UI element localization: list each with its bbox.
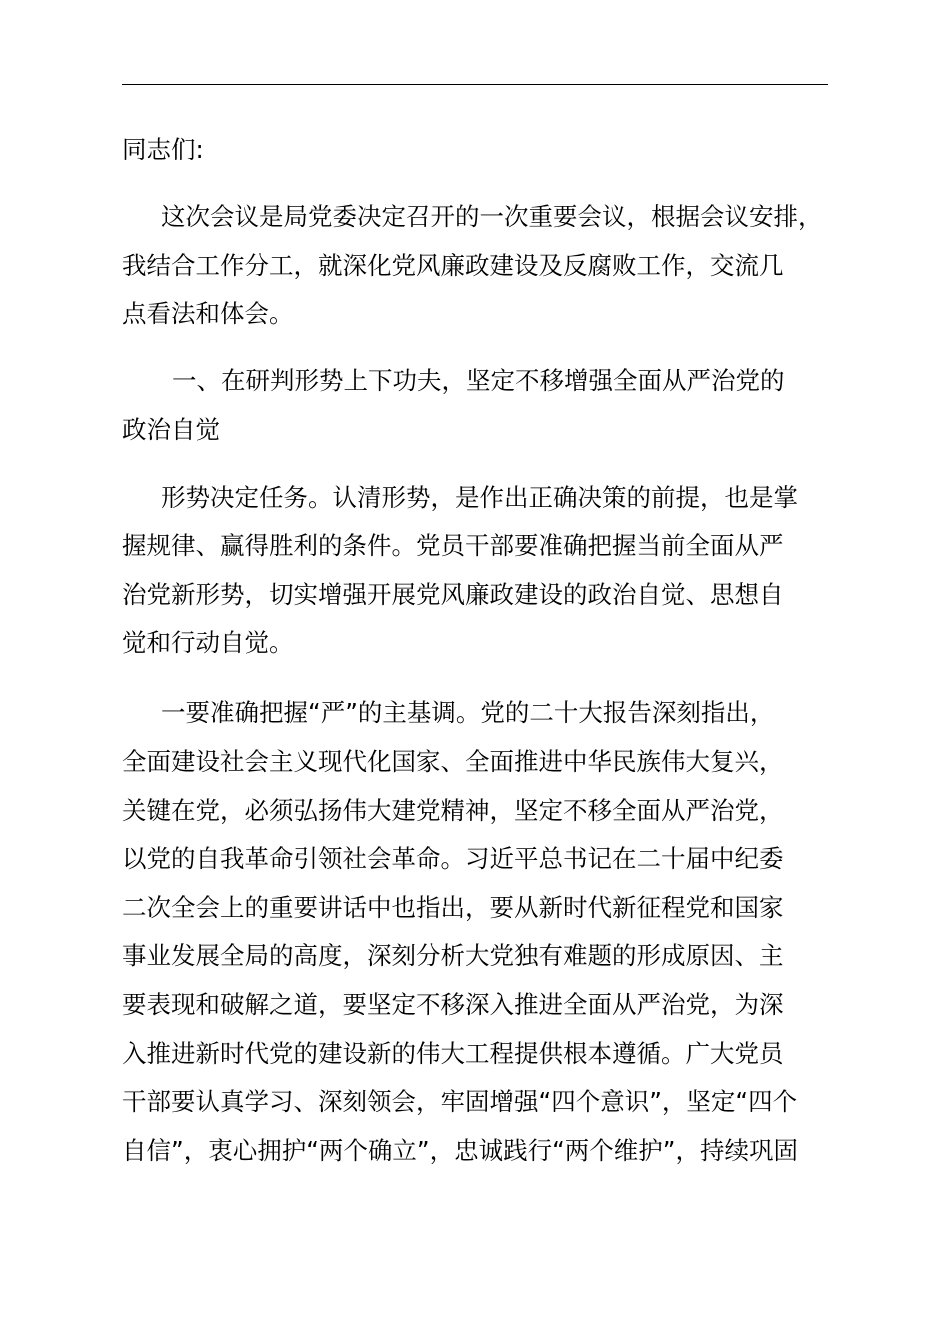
paragraph-3-line-1: 形势决定任务。认清形势，是作出正确决策的前提，也是掌 [161,483,798,512]
section-heading-line-1: 一、在研判形势上下功夫，坚定不移增强全面从严治党的 [172,366,785,395]
paragraph-4-line-7: 要表现和破解之道，要坚定不移深入推进全面从严治党，为深 [122,990,784,1019]
paragraph-4-line-3: 关键在党，必须弘扬伟大建党精神，坚定不移全面从严治党， [122,796,784,825]
paragraph-4-line-5: 二次全会上的重要讲话中也指出，要从新时代新征程党和国家 [122,893,784,922]
paragraph-4-line-9: 干部要认真学习、深刻领会，牢固增强“四个意识”，坚定“四个 [122,1087,798,1116]
paragraph-4-line-8: 入推进新时代党的建设新的伟大工程提供根本遵循。广大党员 [122,1039,784,1068]
paragraph-1-line-1: 这次会议是局党委决定召开的一次重要会议，根据会议安排， [161,202,823,231]
paragraph-1-line-2: 我结合工作分工，就深化党风廉政建设及反腐败工作，交流几 [122,251,784,280]
paragraph-3-line-3: 治党新形势，切实增强开展党风廉政建设的政治自觉、思想自 [122,580,784,609]
paragraph-4-line-2: 全面建设社会主义现代化国家、全面推进中华民族伟大复兴， [122,747,784,776]
paragraph-3-line-2: 握规律、赢得胜利的条件。党员干部要准确把握当前全面从严 [122,531,784,560]
header-divider [122,84,828,85]
section-heading-line-2: 政治自觉 [122,415,220,444]
paragraph-4-line-6: 事业发展全局的高度，深刻分析大党独有难题的形成原因、主 [122,941,784,970]
paragraph-4-line-4: 以党的自我革命引领社会革命。习近平总书记在二十届中纪委 [122,844,784,873]
paragraph-4-line-10: 自信”，衷心拥护“两个确立”，忠诚践行“两个维护”，持续巩固 [122,1136,798,1165]
paragraph-1-line-3: 点看法和体会。 [122,299,294,328]
salutation: 同志们: [122,135,204,164]
paragraph-4-line-1: 一要准确把握“严”的主基调。党的二十大报告深刻指出， [161,698,775,727]
paragraph-3-line-4: 觉和行动自觉。 [122,628,294,657]
